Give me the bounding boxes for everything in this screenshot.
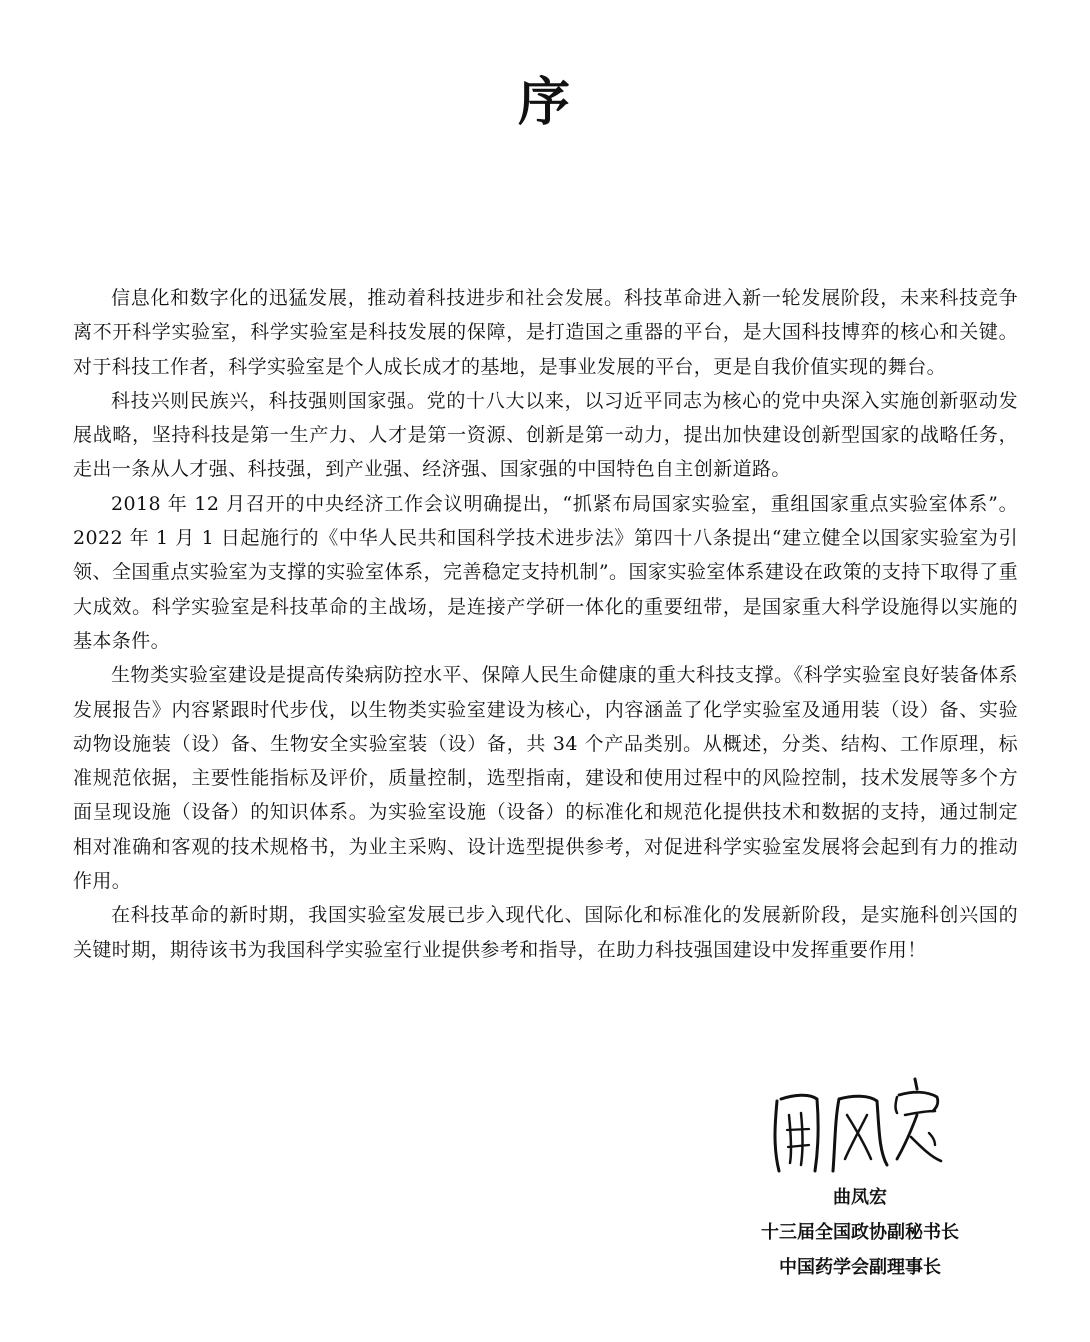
paragraph-2: 科技兴则民族兴，科技强则国家强。党的十八大以来，以习近平同志为核心的党中央深入实施创新驱动发展战略，坚持科技是第一生产力、人才是第一资源、创新是第一动力，提出加快建设创新型国家的战略任务，走出一条从人才强、科技强，到产业强、经济强、国家强的中国特色自主创新道路。 — [73, 389, 1018, 481]
signatory-title-1: 十三届全国政协副秘书长 — [761, 1222, 959, 1243]
paragraph-4: 生物类实验室建设是提高传染病防控水平、保障人民生命健康的重大科技支撑。《科学实验室良好装备体系发展报告》内容紧跟时代步伐，以生物类实验室建设为核心，内容涵盖了化学实验室及通用装（设）备、实验动物设施装（设）备、生物安全实验室装（设）备，共 34 个产品类别。从概述，分类、结构、工作原理，标准规范依据，主要性能指标及评价，质量控制，选型指南，建设和使用过程中的风险控制，技术发展等多个方面呈现设施（设备）的知识体系。为实验室设施（设备）的标准化和规范化提供技术和数据的支持，通过制定相对准确和客观的技术规格书，为业主采购、设计选型提供参考，对促进科学实验室发展将会起到有力的推动作用。 — [73, 664, 1018, 893]
signatory-title-2: 中国药学会副理事长 — [779, 1257, 941, 1278]
handwritten-signature — [765, 1075, 945, 1180]
paragraph-5: 在科技革命的新时期，我国实验室发展已步入现代化、国际化和标准化的发展新阶段，是实施科创兴国的关键时期，期待该书为我国科学实验室行业提供参考和指导，在助力科技强国建设中发挥重要作用！ — [73, 904, 1018, 961]
paragraph-1: 信息化和数字化的迅猛发展，推动着科技进步和社会发展。科技革命进入新一轮发展阶段，未来科技竞争离不开科学实验室，科学实验室是科技发展的保障，是打造国之重器的平台，是大国科技博弈的核心和关键。对于科技工作者，科学实验室是个人成长成才的基地，是事业发展的平台，更是自我价值实现的舞台。 — [73, 287, 1018, 378]
preface-body — [73, 281, 1018, 967]
signatory-name: 曲凤宏 — [833, 1187, 887, 1208]
page-title: 序 — [517, 71, 572, 133]
paragraph-3: 2018 年 12 月召开的中央经济工作会议明确提出，“抓紧布局国家实验室，重组国家重点实验室体系”。2022 年 1 月 1 日起施行的《中华人民共和国科学技术进步法》第四十八条提出“建立健全以国家实验室为引领、全国重点实验室为支撑的实验室体系，完善稳定支持机制”。国家实验室体系建设在政策的支持下取得了重大成效。科学实验室是科技革命的主战场，是连接产学研一体化的重要纽带，是国家重大科学设施得以实施的基本条件。 — [73, 492, 1018, 652]
